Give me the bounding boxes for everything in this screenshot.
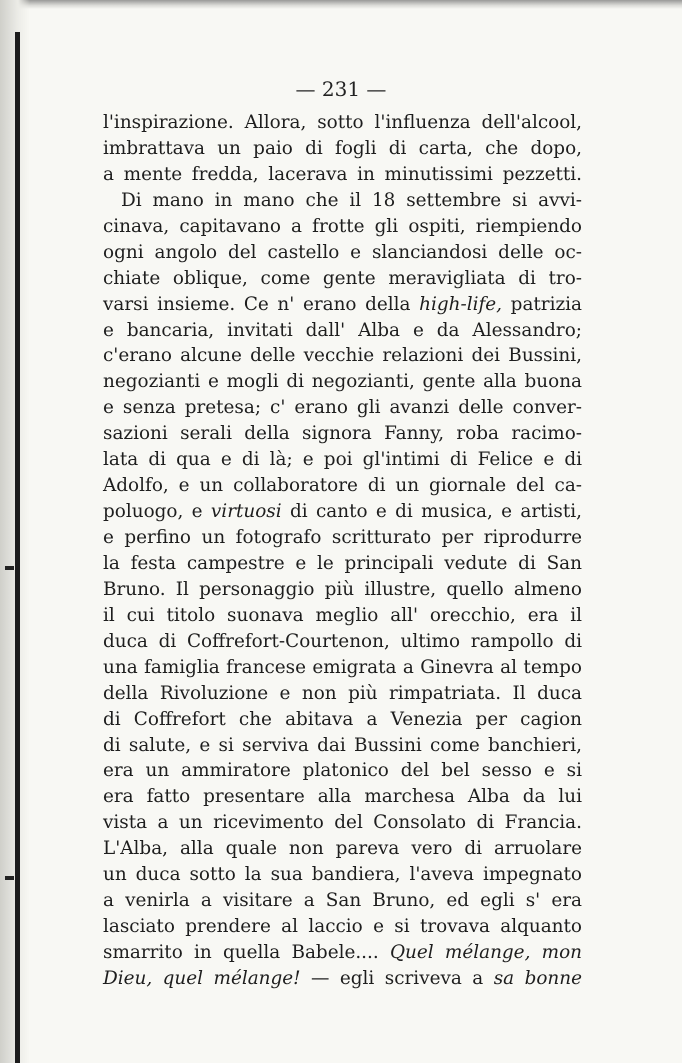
text-line [103,447,582,473]
italic-text: Dieu, quel mélange! [103,967,301,989]
text-line [103,629,582,655]
text-line [103,551,582,577]
text-line [103,681,582,707]
text-segment: a venirla a visitare a San Bruno, ed egli s' era [103,890,582,912]
text-segment: un duca sotto la sua bandiera, l'aveva impegnato [103,864,582,886]
text-segment: a mente fredda, lacerava in minutissimi pezzetti. [103,163,582,185]
text-line [103,214,582,240]
text-segment: cinava, capitavano a frotte gli ospiti, riempiendo [103,215,582,237]
text-segment: chiate oblique, come gente meravigliata di tro- [103,267,582,289]
italic-text: Quel mélange, mon [389,942,583,963]
text-segment: di canto e di musica, e artisti, [281,501,582,523]
text-line [103,733,582,759]
text-segment: della Rivoluzione e non più rimpatriata. Il duca [103,682,582,704]
text-segment: varsi insieme. Ce n' erano della [103,293,420,315]
text-segment: era un ammiratore platonico del bel sesso e si [103,760,582,782]
body-text [103,110,582,992]
text-segment: lasciato prendere al laccio e si trovava alquanto [103,916,582,938]
text-segment: di Coffrefort che abitava a Venezia per cagion [103,708,582,730]
spine-mark [5,566,14,570]
text-line [103,292,582,318]
text-line [103,603,582,629]
text-segment: Di mano in mano che il 18 settembre si avvi- [121,189,582,211]
text-line [103,940,582,966]
italic-text: high-life, [419,293,503,315]
text-segment: l'inspirazione. Allora, sotto l'influenza dell'alcool, [103,112,582,133]
text-line [103,499,582,525]
text-line [103,758,582,784]
text-line [103,888,582,914]
text-segment: imbrattava un paio di fogli di carta, che dopo, [103,137,582,159]
text-line [103,136,582,162]
italic-text: virtuosi [210,501,282,523]
text-line [103,369,582,395]
text-segment: lata di qua e di là; e poi gl'intimi di Felice e di [103,449,582,471]
text-segment: negozianti e mogli di negozianti, gente alla buona [103,371,582,393]
text-line [103,914,582,940]
text-line [103,343,582,369]
text-segment: e perfino un fotografo scritturato per riprodurre [103,527,582,548]
text-line [103,862,582,888]
text-segment: sazioni serali della signora Fanny, roba racimo- [103,423,582,445]
text-segment: poluogo, e [103,501,211,523]
text-segment: L'Alba, alla quale non pareva vero di arruolare [103,838,582,860]
text-line [103,266,582,292]
text-segment: il cui titolo suonava meglio all' orecchio, era il [103,604,582,626]
italic-text: sa bonne [493,967,583,989]
text-line [103,473,582,499]
text-segment: di salute, e si serviva dai Bussini come banchieri, [103,734,582,756]
text-line [103,525,582,551]
text-line [103,162,582,188]
text-line [103,577,582,603]
text-segment: la festa campestre e le principali vedute di San [103,552,582,574]
text-segment: Adolfo, e un collaboratore di un giornale del ca- [103,475,582,497]
text-line [103,395,582,421]
text-segment: c'erano alcune delle vecchie relazioni dei Bussini, [103,345,582,367]
text-segment: Bruno. Il personaggio più illustre, quello almeno [103,578,582,600]
text-line [103,110,582,136]
text-segment: era fatto presentare alla marchesa Alba da lui [103,786,582,808]
text-segment: patrizia [502,293,583,315]
book-spine [15,32,20,1063]
text-line [103,240,582,266]
text-line [103,966,582,992]
text-line [103,318,582,344]
spine-mark [5,876,14,880]
text-segment: e bancaria, invitati dall' Alba e da Alessandro; [103,319,582,341]
text-segment: ogni angolo del castello e slanciandosi delle oc- [103,241,582,263]
text-line [103,707,582,733]
text-segment: e senza pretesa; c' erano gli avanzi delle conver- [103,397,582,419]
text-line [103,784,582,810]
page-number: — 231 — [295,77,387,101]
text-line [103,836,582,862]
page-top-edge [0,0,682,9]
text-segment: una famiglia francese emigrata a Ginevra al tempo [103,656,582,678]
text-segment: vista a un ricevimento del Consolato di Francia. [103,812,582,834]
text-line [103,655,582,681]
text-segment: — egli scriveva a [300,967,494,989]
text-line [103,188,582,214]
text-segment: smarrito in quella Babele.... [103,942,390,963]
text-segment: duca di Coffrefort-Courtenon, ultimo rampollo di [103,630,582,652]
text-line [103,421,582,447]
text-line [103,810,582,836]
